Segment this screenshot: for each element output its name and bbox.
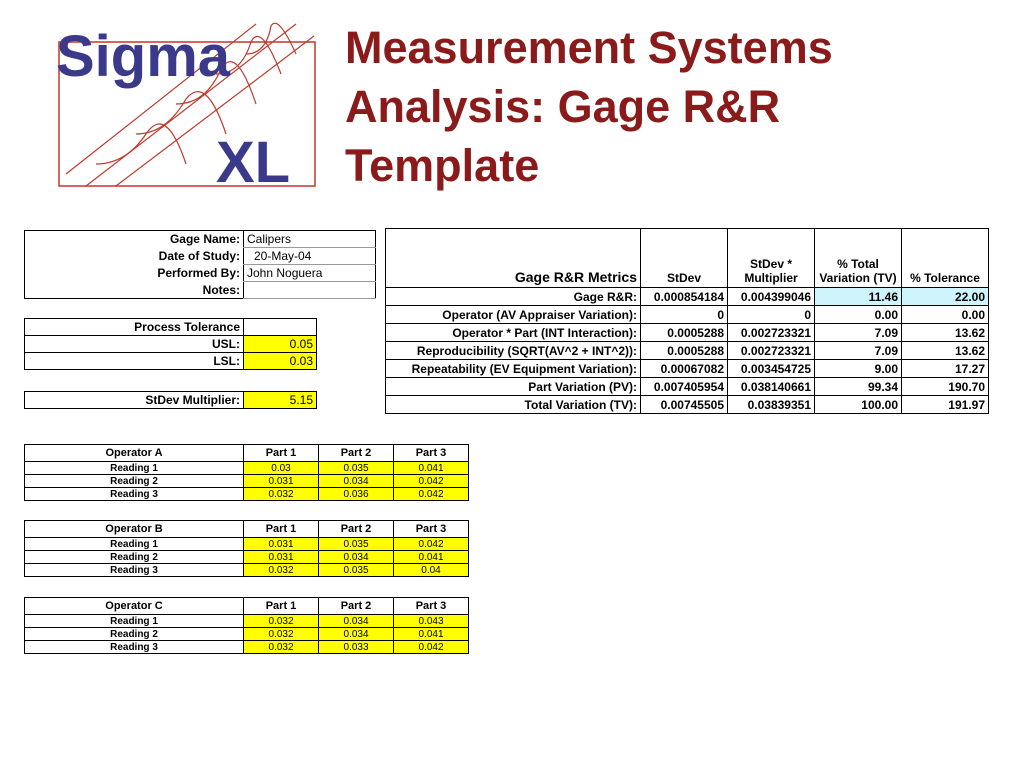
notes-value[interactable] xyxy=(244,282,376,299)
metric-label: Repeatability (EV Equipment Variation): xyxy=(386,360,641,378)
reading-value[interactable]: 0.03 xyxy=(244,462,319,475)
performed-by-label: Performed By: xyxy=(157,266,240,280)
page-title: Measurement Systems Analysis: Gage R&R Template xyxy=(345,22,833,191)
reading-label: Reading 1 xyxy=(25,538,244,551)
operator-name: Operator B xyxy=(25,521,244,538)
metric-tol: 191.97 xyxy=(902,396,989,414)
metric-tv: 100.00 xyxy=(815,396,902,414)
gage-rr-metrics-table xyxy=(385,228,989,414)
col-stdev-multiplier: StDev * Multiplier xyxy=(728,229,815,288)
stdev-multiplier-value[interactable]: 5.15 xyxy=(244,392,317,409)
part-header: Part 3 xyxy=(394,445,469,462)
reading-value[interactable]: 0.035 xyxy=(319,538,394,551)
reading-value[interactable]: 0.042 xyxy=(394,475,469,488)
process-tolerance-table xyxy=(24,318,317,370)
metric-tol: 22.00 xyxy=(902,288,989,306)
operator-c-table xyxy=(24,597,469,654)
part-header: Part 3 xyxy=(394,521,469,538)
reading-value[interactable]: 0.042 xyxy=(394,488,469,501)
sigmaxl-logo xyxy=(56,14,318,188)
metrics-header-row xyxy=(386,229,989,288)
date-of-study-value[interactable]: 20-May-04 xyxy=(244,248,376,265)
reading-value[interactable]: 0.032 xyxy=(244,615,319,628)
metrics-row xyxy=(386,360,989,378)
svg-text:Sigma: Sigma xyxy=(56,24,231,89)
metric-label: Part Variation (PV): xyxy=(386,378,641,396)
metric-stdev: 0.000854184 xyxy=(641,288,728,306)
metric-stdev: 0.00745505 xyxy=(641,396,728,414)
reading-value[interactable]: 0.034 xyxy=(319,628,394,641)
operator-name: Operator C xyxy=(25,598,244,615)
reading-value[interactable]: 0.032 xyxy=(244,628,319,641)
metric-mult: 0.002723321 xyxy=(728,342,815,360)
metrics-row xyxy=(386,306,989,324)
metrics-row xyxy=(386,396,989,414)
metrics-title: Gage R&R Metrics xyxy=(386,229,641,288)
reading-value[interactable]: 0.041 xyxy=(394,551,469,564)
part-header: Part 2 xyxy=(319,598,394,615)
gage-name-row xyxy=(25,231,376,248)
metric-stdev: 0.00067082 xyxy=(641,360,728,378)
metric-label: Operator * Part (INT Interaction): xyxy=(386,324,641,342)
stdev-multiplier-table xyxy=(24,391,317,409)
metric-label: Operator (AV Appraiser Variation): xyxy=(386,306,641,324)
metric-mult: 0.038140661 xyxy=(728,378,815,396)
reading-label: Reading 2 xyxy=(25,628,244,641)
reading-value[interactable]: 0.036 xyxy=(319,488,394,501)
metric-mult: 0.002723321 xyxy=(728,324,815,342)
reading-label: Reading 2 xyxy=(25,551,244,564)
gage-name-value[interactable]: Calipers xyxy=(244,231,376,248)
reading-row xyxy=(25,538,469,551)
reading-value[interactable]: 0.04 xyxy=(394,564,469,577)
metric-stdev: 0.007405954 xyxy=(641,378,728,396)
svg-text:XL: XL xyxy=(216,130,291,188)
part-header: Part 2 xyxy=(319,521,394,538)
reading-row xyxy=(25,551,469,564)
metric-tv: 7.09 xyxy=(815,342,902,360)
reading-value[interactable]: 0.034 xyxy=(319,551,394,564)
reading-label: Reading 1 xyxy=(25,615,244,628)
reading-value[interactable]: 0.031 xyxy=(244,538,319,551)
reading-label: Reading 1 xyxy=(25,462,244,475)
reading-value[interactable]: 0.042 xyxy=(394,641,469,654)
reading-row xyxy=(25,488,469,501)
part-header: Part 1 xyxy=(244,445,319,462)
operator-a-table xyxy=(24,444,469,501)
metric-tol: 190.70 xyxy=(902,378,989,396)
reading-row xyxy=(25,475,469,488)
reading-label: Reading 2 xyxy=(25,475,244,488)
metric-tol: 13.62 xyxy=(902,342,989,360)
reading-value[interactable]: 0.032 xyxy=(244,641,319,654)
notes-row xyxy=(25,282,376,299)
reading-row xyxy=(25,564,469,577)
reading-value[interactable]: 0.043 xyxy=(394,615,469,628)
metric-mult: 0.003454725 xyxy=(728,360,815,378)
reading-label: Reading 3 xyxy=(25,641,244,654)
reading-value[interactable]: 0.033 xyxy=(319,641,394,654)
reading-label: Reading 3 xyxy=(25,564,244,577)
part-header: Part 3 xyxy=(394,598,469,615)
reading-value[interactable]: 0.031 xyxy=(244,475,319,488)
date-of-study-label: Date of Study: xyxy=(158,249,240,263)
metrics-row xyxy=(386,324,989,342)
process-tolerance-header: Process Tolerance xyxy=(25,319,244,336)
reading-label: Reading 3 xyxy=(25,488,244,501)
gage-name-label: Gage Name: xyxy=(169,232,240,247)
reading-value[interactable]: 0.032 xyxy=(244,488,319,501)
col-tolerance: % Tolerance xyxy=(902,229,989,288)
reading-value[interactable]: 0.042 xyxy=(394,538,469,551)
col-stdev: StDev xyxy=(641,229,728,288)
gage-info-table xyxy=(24,230,376,299)
operator-b-table xyxy=(24,520,469,577)
metric-tol: 13.62 xyxy=(902,324,989,342)
reading-row xyxy=(25,641,469,654)
lsl-label: LSL: xyxy=(25,353,244,370)
metric-tol: 0.00 xyxy=(902,306,989,324)
usl-label: USL: xyxy=(25,336,244,353)
reading-value[interactable]: 0.031 xyxy=(244,551,319,564)
metric-tol: 17.27 xyxy=(902,360,989,378)
tolerance-header-blank xyxy=(244,319,317,336)
metric-stdev: 0.0005288 xyxy=(641,342,728,360)
metric-tv: 9.00 xyxy=(815,360,902,378)
part-header: Part 1 xyxy=(244,598,319,615)
metric-mult: 0.004399046 xyxy=(728,288,815,306)
performed-by-value[interactable]: John Noguera xyxy=(244,265,376,282)
reading-value[interactable]: 0.041 xyxy=(394,628,469,641)
metric-tv: 7.09 xyxy=(815,324,902,342)
metrics-row xyxy=(386,288,989,306)
part-header: Part 2 xyxy=(319,445,394,462)
metric-label: Gage R&R: xyxy=(386,288,641,306)
date-of-study-row xyxy=(25,248,376,265)
usl-value[interactable]: 0.05 xyxy=(244,336,317,353)
col-total-variation: % Total Variation (TV) xyxy=(815,229,902,288)
reading-value[interactable]: 0.032 xyxy=(244,564,319,577)
reading-value[interactable]: 0.035 xyxy=(319,462,394,475)
metric-label: Total Variation (TV): xyxy=(386,396,641,414)
stdev-multiplier-label: StDev Multiplier: xyxy=(25,392,244,409)
operator-name: Operator A xyxy=(25,445,244,462)
performed-by-row xyxy=(25,265,376,282)
reading-value[interactable]: 0.034 xyxy=(319,615,394,628)
metric-stdev: 0.0005288 xyxy=(641,324,728,342)
metrics-row xyxy=(386,342,989,360)
metric-tv: 99.34 xyxy=(815,378,902,396)
lsl-value[interactable]: 0.03 xyxy=(244,353,317,370)
metric-tv: 11.46 xyxy=(815,288,902,306)
metric-mult: 0.03839351 xyxy=(728,396,815,414)
metric-mult: 0 xyxy=(728,306,815,324)
reading-value[interactable]: 0.034 xyxy=(319,475,394,488)
metrics-row xyxy=(386,378,989,396)
reading-value[interactable]: 0.035 xyxy=(319,564,394,577)
metric-stdev: 0 xyxy=(641,306,728,324)
reading-row xyxy=(25,628,469,641)
reading-row xyxy=(25,615,469,628)
reading-row xyxy=(25,462,469,475)
part-header: Part 1 xyxy=(244,521,319,538)
notes-label: Notes: xyxy=(202,282,240,297)
reading-value[interactable]: 0.041 xyxy=(394,462,469,475)
metric-tv: 0.00 xyxy=(815,306,902,324)
metric-label: Reproducibility (SQRT(AV^2 + INT^2)): xyxy=(386,342,641,360)
